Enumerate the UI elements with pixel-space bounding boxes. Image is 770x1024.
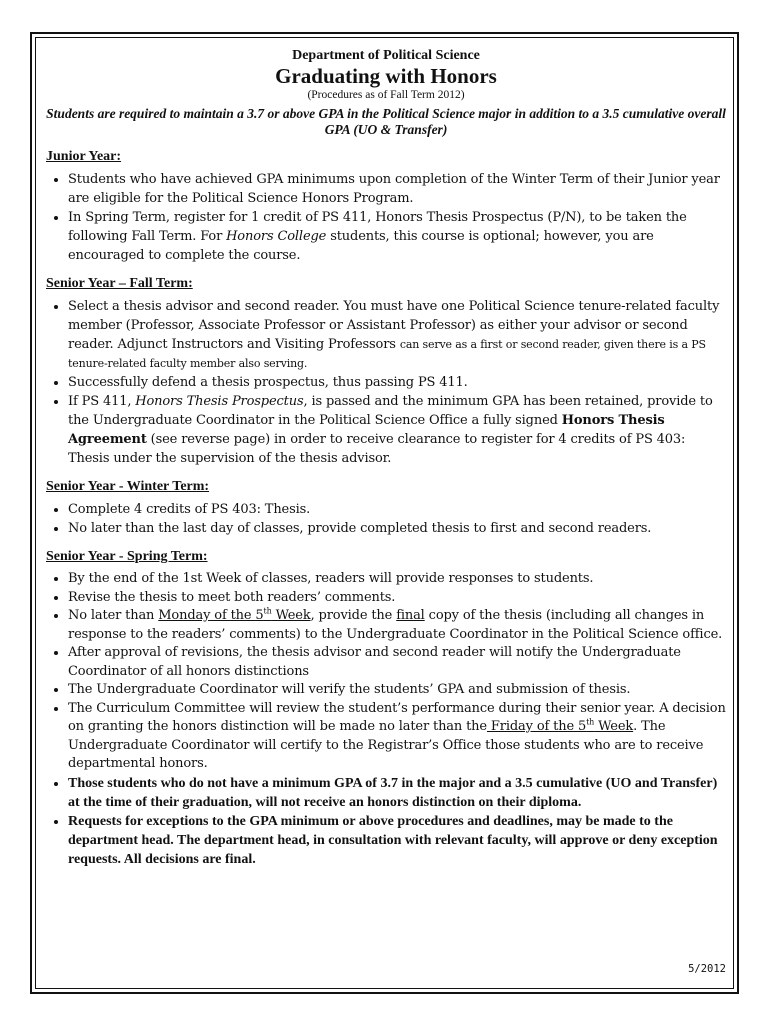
page-title: Graduating with Honors xyxy=(275,64,497,88)
senior-fall-list xyxy=(46,297,726,468)
senior-spring-list xyxy=(46,570,726,869)
senior-fall-heading: Senior Year – Fall Term: xyxy=(46,276,193,291)
department-name: Department of Political Science xyxy=(292,48,480,63)
list-item: • If PS 411, Honors Thesis Prospectus, is passed and the minimum GPA has been retained, provide to the Undergraduate Coordinator in the Political Science Office a fully signed Honors Thesis Agreement (see reverse page) in order to receive clearance to register for 4 credits of PS 403: Thesis under the supervision of the thesis advisor. xyxy=(68,392,726,468)
gpa-requirement: Students are required to maintain a 3.7 or above GPA in the Political Science major in addition to a 3.5 cumulative overall GPA (UO & Transfer) xyxy=(46,106,726,137)
list-item: • Successfully defend a thesis prospectus, thus passing PS 411. xyxy=(68,373,726,392)
list-item: • The Undergraduate Coordinator will verify the students’ GPA and submission of thesis. xyxy=(68,681,726,700)
list-item: • No later than the last day of classes, provide completed thesis to first and second readers. xyxy=(68,519,726,538)
list-item: • Those students who do not have a minimum GPA of 3.7 in the major and a 3.5 cumulative (UO and Transfer) at the time of their graduation, will not receive an honors distinction on their diploma. xyxy=(68,774,726,812)
footer-date: 5/2012 xyxy=(688,963,726,975)
list-item: • Select a thesis advisor and second reader. You must have one Political Science tenure-related faculty member (Professor, Associate Professor or Assistant Professor) as either your advisor or second reader. Adjunct Instructors and Visiting Professors can serve as a first or second reader, given there is a PS tenure-related faculty member also serving. xyxy=(68,297,726,373)
list-item: • Complete 4 credits of PS 403: Thesis. xyxy=(68,500,726,519)
list-item: • In Spring Term, register for 1 credit of PS 411, Honors Thesis Prospectus (P/N), to be taken the following Fall Term. For Honors College students, this course is optional; however, you are encouraged to complete the course. xyxy=(68,208,726,265)
list-item: • By the end of the 1st Week of classes, readers will provide responses to students. xyxy=(68,570,726,589)
document-header xyxy=(46,47,726,138)
list-item: • Revise the thesis to meet both readers’ comments. xyxy=(68,589,726,608)
procedures-date: (Procedures as of Fall Term 2012) xyxy=(307,89,465,101)
senior-winter-list xyxy=(46,500,726,538)
junior-year-heading: Junior Year: xyxy=(46,149,122,164)
senior-winter-heading: Senior Year - Winter Term: xyxy=(46,479,210,494)
list-item: • After approval of revisions, the thesis advisor and second reader will notify the Undergraduate Coordinator of all honors distinctions xyxy=(68,644,726,681)
list-item: • The Curriculum Committee will review the student’s performance during their senior year. A decision on granting the honors distinction will be made no later than the Friday of the 5th Week. The Undergraduate Coordinator will certify to the Registrar’s Office those students who are to receive departmental honors. xyxy=(68,700,726,774)
list-item: • Students who have achieved GPA minimums upon completion of the Winter Term of their Junior year are eligible for the Political Science Honors Program. xyxy=(68,170,726,208)
list-item: • Requests for exceptions to the GPA minimum or above procedures and deadlines, may be made to the department head. The department head, in consultation with relevant faculty, will approve or deny exception requests. All decisions are final. xyxy=(68,812,726,869)
senior-spring-heading: Senior Year - Spring Term: xyxy=(46,549,208,564)
junior-year-list xyxy=(46,170,726,265)
list-item: • No later than Monday of the 5th Week, provide the final copy of the thesis (including all changes in response to the readers’ comments) to the Undergraduate Coordinator in the Political Science office. xyxy=(68,607,726,644)
document-body xyxy=(46,47,726,869)
